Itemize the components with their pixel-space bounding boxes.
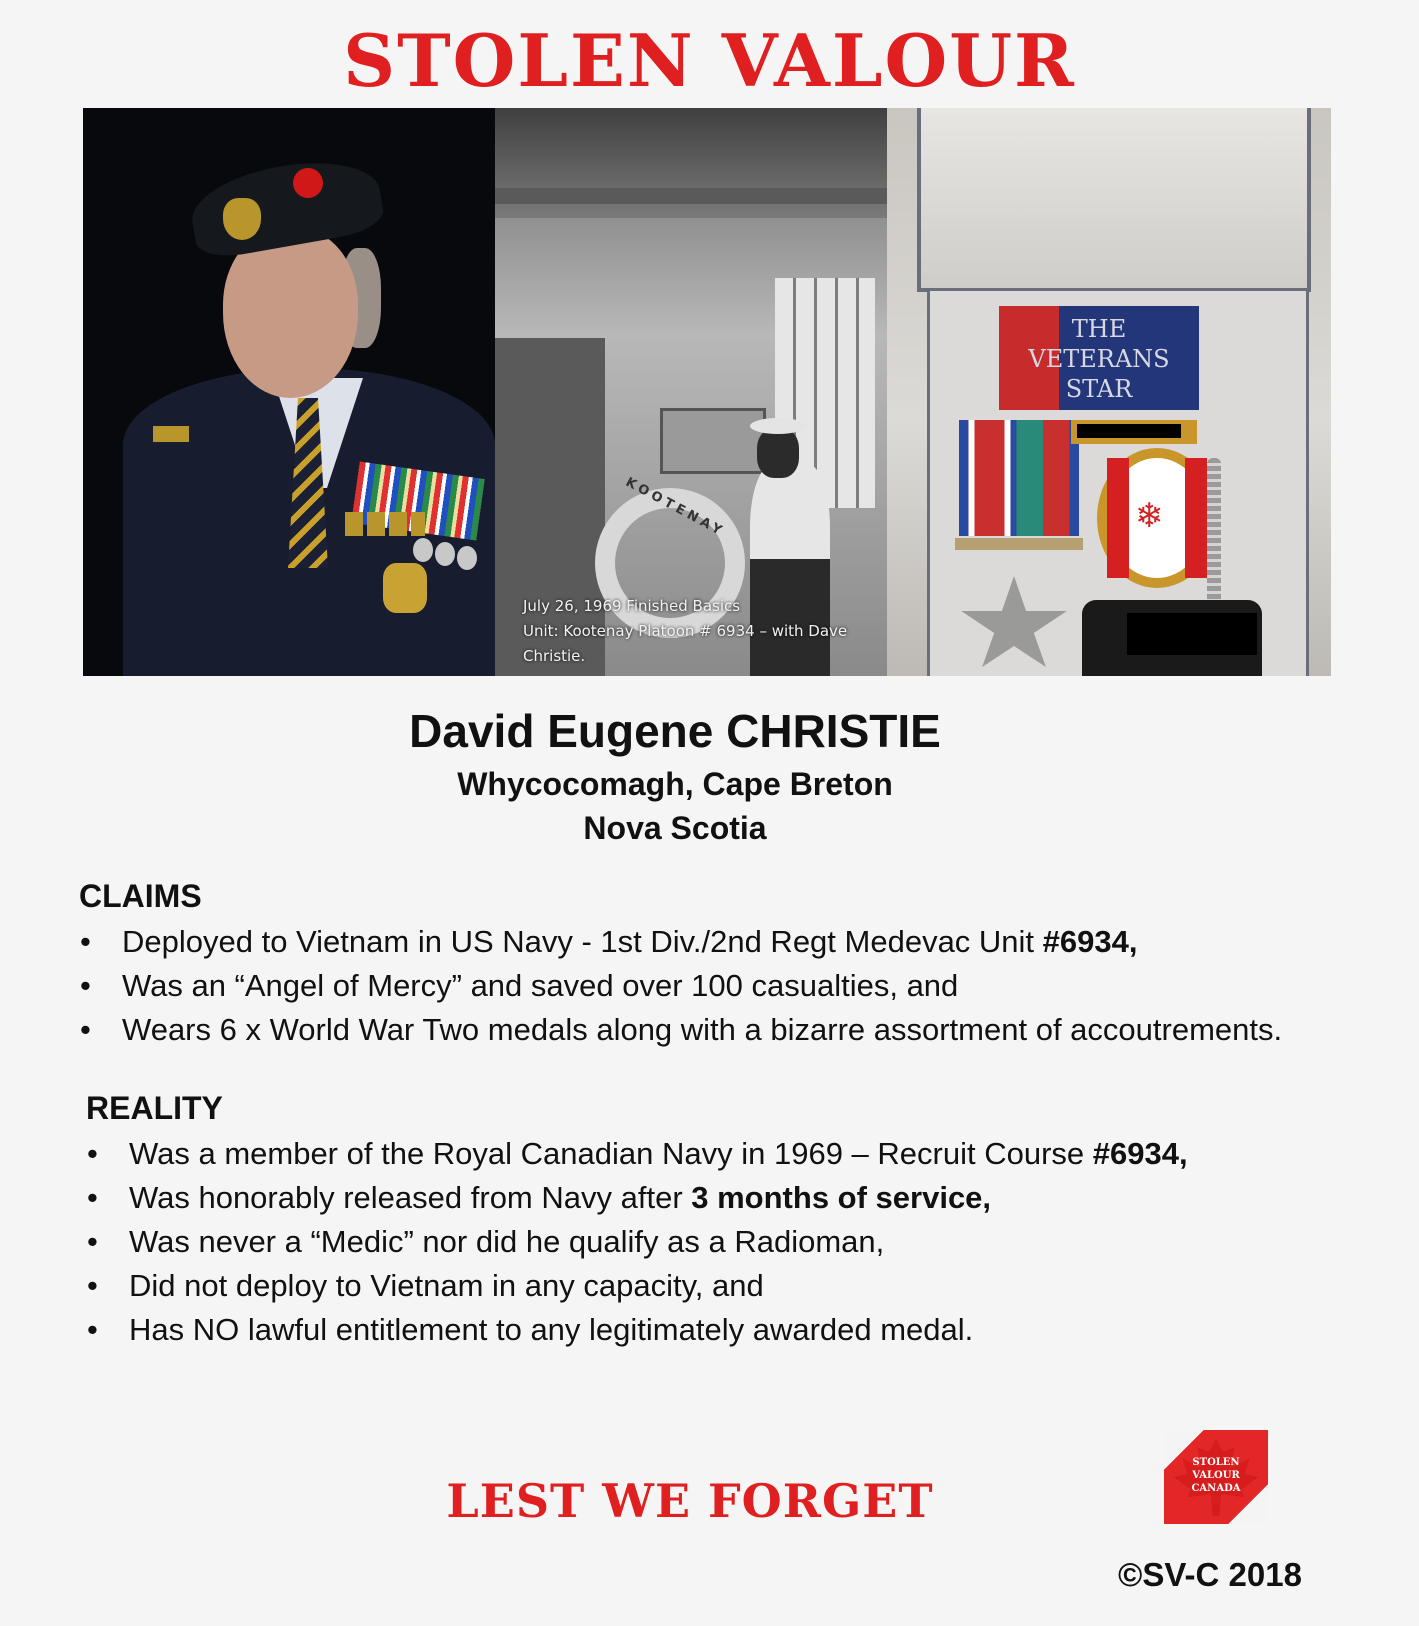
list-item: • Was honorably released from Navy after 3 months of service,	[129, 1176, 1188, 1220]
box-lid-shape	[917, 108, 1311, 292]
medal-bar-shape	[955, 538, 1083, 550]
photo-basic-training	[495, 108, 887, 676]
photo-strip	[83, 108, 1331, 676]
photo-caption	[523, 594, 883, 669]
claims-heading: CLAIMS	[79, 878, 202, 914]
list-item: • Was never a “Medic” nor did he qualify as a Radioman,	[129, 1220, 1188, 1264]
bullet-icon: •	[80, 924, 91, 959]
veterans-star-label-text: THE VETERANS STAR	[1028, 315, 1170, 403]
list-item: • Was an “Angel of Mercy” and saved over 100 casualties, and	[122, 964, 1282, 1008]
list-item: • Deployed to Vietnam in US Navy - 1st Div./2nd Regt Medevac Unit #6934,	[122, 920, 1282, 964]
list-item: • Was a member of the Royal Canadian Navy in 1969 – Recruit Course #6934,	[129, 1132, 1188, 1176]
list-item: • Did not deploy to Vietnam in any capacity, and	[129, 1264, 1188, 1308]
person-name: David Eugene CHRISTIE	[409, 705, 941, 757]
bullet-icon: •	[87, 1180, 98, 1215]
bullet-icon: •	[87, 1312, 98, 1347]
notice-board-shape	[660, 408, 766, 474]
photo-caption-line: Unit: Kootenay Platoon # 6934 – with Dave	[523, 622, 848, 640]
redaction-bar	[1077, 424, 1181, 438]
list-item: • Has NO lawful entitlement to any legitimately awarded medal.	[129, 1308, 1188, 1352]
maple-leaf-icon: ❄	[1135, 497, 1164, 535]
bullet-icon: •	[87, 1268, 98, 1303]
name-tag-shape	[153, 426, 189, 442]
medal-shape	[413, 538, 433, 562]
redaction-bar	[1127, 613, 1257, 655]
poppy-icon	[293, 168, 323, 198]
sailor-cap-shape	[750, 418, 806, 434]
photo-caption-line: July 26, 1969 Finished Basics	[523, 597, 741, 615]
poster-title: STOLEN VALOUR	[343, 18, 1076, 103]
sailor-head-shape	[757, 428, 799, 478]
bullet-icon: •	[80, 1012, 91, 1047]
cap-badge-shape	[223, 198, 261, 240]
medal-shape	[435, 542, 455, 566]
stolen-valour-canada-logo	[1164, 1430, 1268, 1524]
lest-we-forget-motto: LEST WE FORGET	[446, 1474, 934, 1528]
logo-text: STOLEN VALOUR CANADA	[1191, 1457, 1241, 1494]
life-ring-text: KOOTENAY	[622, 474, 728, 541]
reality-list	[87, 1132, 1188, 1352]
medal-shape	[457, 546, 477, 570]
person-province: Nova Scotia	[583, 810, 767, 846]
bullet-icon: •	[87, 1224, 98, 1259]
medal-ribbon-shape	[959, 420, 1079, 536]
photo-caption-line: Christie.	[523, 647, 586, 665]
medal-stars-shape	[345, 512, 425, 536]
photo-veteran-portrait	[83, 108, 495, 676]
copyright-notice: ©SV-C 2018	[1118, 1556, 1302, 1593]
reality-heading: REALITY	[86, 1090, 223, 1126]
list-item: • Wears 6 x World War Two medals along with a bizarre assortment of accoutrements.	[122, 1008, 1282, 1052]
bullet-icon: •	[80, 968, 91, 1003]
bullet-icon: •	[87, 1136, 98, 1171]
legion-badge-shape	[383, 563, 427, 613]
claims-list	[80, 920, 1283, 1052]
beret-shape	[185, 150, 386, 262]
pipe-shape	[495, 188, 887, 204]
photo-medal-box	[887, 108, 1331, 676]
person-location: Whycocomagh, Cape Breton	[457, 766, 893, 802]
